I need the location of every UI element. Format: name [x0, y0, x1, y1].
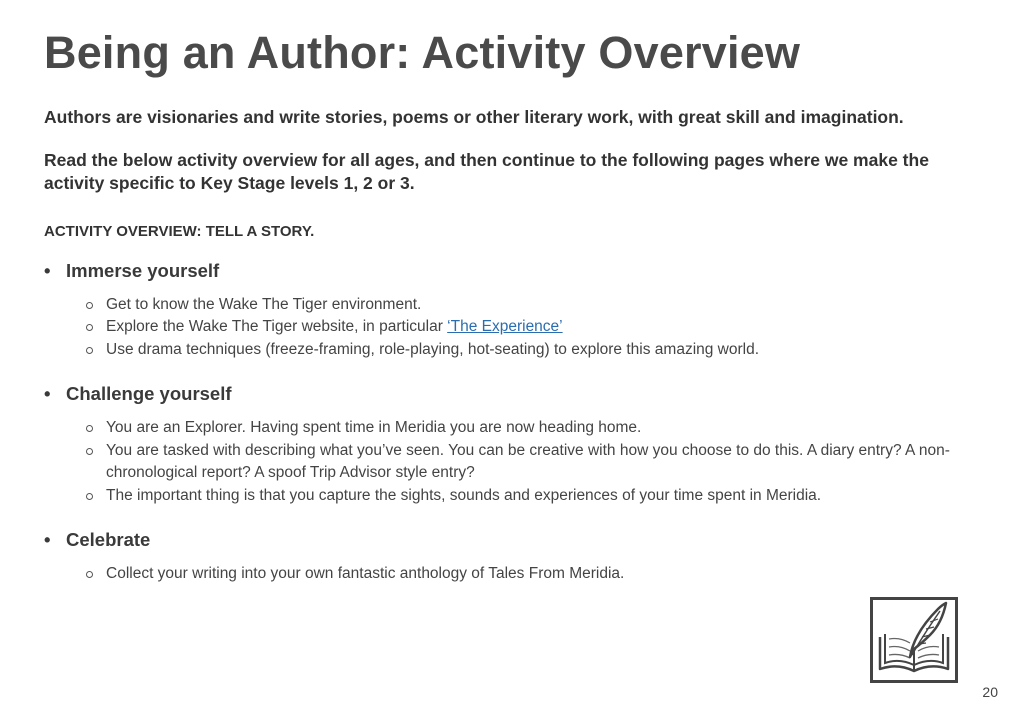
- section-list: [44, 563, 984, 586]
- list-item: The important thing is that you capture the sights, sounds and experiences of your time spent in Meridia.: [84, 485, 984, 508]
- bullet-icon: •: [44, 529, 51, 550]
- list-item: Use drama techniques (freeze-framing, role-playing, hot-seating) to explore this amazing world.: [84, 339, 984, 362]
- section-celebrate: [44, 529, 984, 586]
- section-heading: [44, 383, 984, 405]
- intro-paragraph: Read the below activity overview for all ages, and then continue to the following pages where we make the activity specific to Key Stage levels 1, 2 or 3.: [44, 149, 929, 193]
- list-item: You are an Explorer. Having spent time in Meridia you are now heading home.: [84, 417, 984, 440]
- intro-paragraph: Authors are visionaries and write stories, poems or other literary work, with great skill and imagination.: [44, 106, 904, 127]
- section-list: [44, 294, 984, 362]
- list-item: [84, 316, 984, 339]
- intro: [44, 106, 984, 195]
- page-number: 20: [982, 684, 998, 700]
- section-heading-text: Celebrate: [66, 529, 151, 550]
- bullet-icon: •: [44, 383, 51, 404]
- list-item: You are tasked with describing what you’ve seen. You can be creative with how you choose to do this. A diary entry? A non-chronological report? A spoof Trip Advisor style entry?: [84, 440, 984, 485]
- page-title: Being an Author: Activity Overview: [44, 27, 801, 78]
- list-item-text: Explore the Wake The Tiger website, in particular: [106, 318, 443, 335]
- bullet-icon: •: [44, 259, 51, 281]
- section-immerse: [44, 260, 984, 362]
- section-heading-text: Challenge yourself: [66, 383, 232, 404]
- section-heading: [44, 260, 984, 282]
- section-heading-text: Immerse yourself: [66, 259, 220, 281]
- the-experience-link[interactable]: ‘The Experience’: [447, 318, 563, 335]
- page-content: [44, 28, 984, 586]
- section-list: [44, 417, 984, 507]
- section-challenge: [44, 383, 984, 507]
- quill-book-icon: [870, 597, 958, 683]
- overview-label: ACTIVITY OVERVIEW: TELL A STORY.: [44, 222, 315, 240]
- section-heading: [44, 529, 984, 551]
- list-item: Get to know the Wake The Tiger environment.: [84, 294, 984, 317]
- list-item: Collect your writing into your own fantastic anthology of Tales From Meridia.: [84, 563, 984, 586]
